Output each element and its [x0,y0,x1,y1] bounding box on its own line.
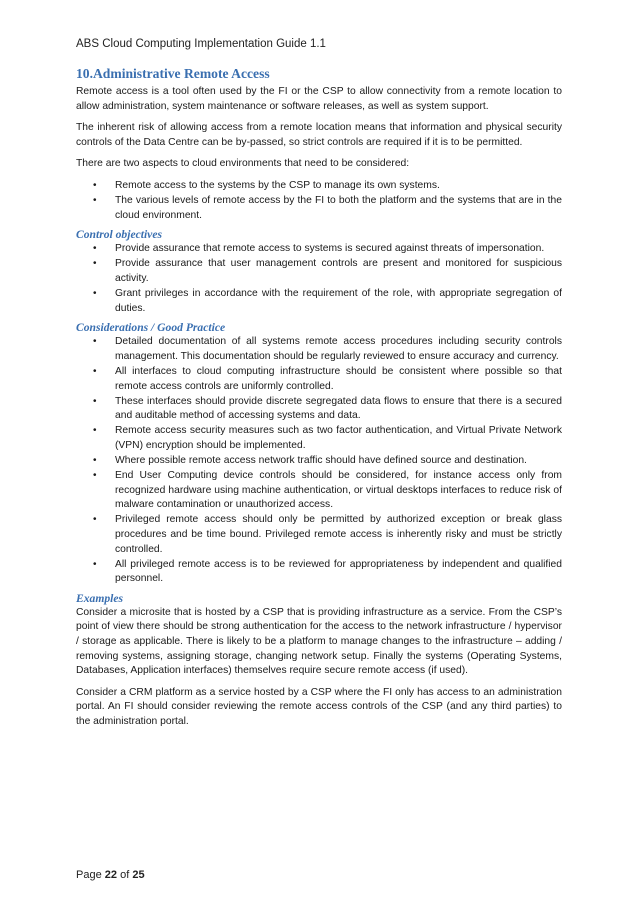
considerations-heading: Considerations / Good Practice [76,321,226,335]
control-objectives-list [76,242,562,316]
list-item: • Privileged remote access should only be permitted by authorized exception or break glass procedures and be time bound. Privileged remote access is inherently risky and must be strictly controlled. [93,514,562,555]
section-heading: 10.Administrative Remote Access [76,66,270,81]
examples-heading: Examples [76,591,124,605]
example-paragraph: Consider a CRM platform as a service hosted by a CSP where the FI only has access to an administration portal. An FI should consider reviewing the remote access controls of the CSP (and any third parties) to the administration portal. [76,686,562,727]
bullet-icon: • [93,243,97,255]
bullet-icon: • [93,179,97,191]
bullet-icon: • [93,470,97,482]
considerations-list [76,335,562,587]
of-label: of [120,869,130,881]
list-item: • Remote access security measures such as two factor authentication, and Virtual Private Network (VPN) encryption should be implemented. [93,425,562,451]
list-item: • All interfaces to cloud computing infrastructure should be consistent where possible so that remote access controls are uniformly controlled. [93,365,562,392]
list-item: • End User Computing device controls should be considered, for instance access only from recognized hardware using machine authentication, or virtual desktops interfaces to reduce risk of malware contamination or unauthorized access. [93,470,562,511]
intro-paragraph: Remote access is a tool often used by the FI or the CSP to allow connectivity from a remote location to allow administration, system maintenance or software releases, as well as system support. [76,86,562,112]
intro-paragraph: The inherent risk of allowing access from a remote location means that information and physical security controls of the Data Centre can be by-passed, so strict controls are required if it is to be permitted. [76,122,562,148]
list-item: • Provide assurance that user management controls are present and monitored for suspicious activity. [93,258,562,284]
intro-paragraph: There are two aspects to cloud environments that need to be considered: [76,158,410,170]
section-content [76,85,562,737]
aspects-list [76,179,562,223]
bullet-icon: • [93,336,97,348]
list-item: • Detailed documentation of all systems remote access procedures including security controls management. This documentation should be regularly reviewed to ensure accuracy and currency. [93,336,562,362]
list-item: • Provide assurance that remote access to systems is secured against threats of impersonation. [76,242,562,257]
bullet-icon: • [93,258,97,270]
example-paragraph: Consider a microsite that is hosted by a CSP that is providing infrastructure as a service. From the CSP’s point of view there should be strong authentication for the access to the network infrastructure / hypervisor / storage as applicable. There is likely to be a platform to manage changes to the infrastructure – adding / removing systems, assigning storage, changing network setup. Finally the systems (Operating Systems, Databases, Application interfaces) themselves require secure remote access (if used). [76,606,562,677]
total-pages: 25 [132,869,145,881]
list-item: • Where possible remote access network traffic should have defined source and destination. [76,454,562,469]
bullet-icon: • [93,365,97,377]
page-label: Page [76,869,102,881]
running-header: ABS Cloud Computing Implementation Guide 1.1 [76,38,326,50]
bullet-icon: • [93,195,97,207]
page-number: 22 [104,869,118,881]
bullet-icon: • [93,454,97,466]
list-item: • Remote access to the systems by the CSP to manage its own systems. [76,179,562,194]
list-item: • Grant privileges in accordance with the requirement of the role, with appropriate segregation of duties. [93,288,562,314]
bullet-icon: • [93,395,97,407]
control-objectives-heading: Control objectives [76,228,162,242]
list-item: • The various levels of remote access by the FI to both the platform and the systems that are in the cloud environment. [93,195,562,221]
list-item: • All privileged remote access is to be reviewed for appropriateness by independent and qualified personnel. [93,558,562,585]
bullet-icon: • [93,288,97,300]
bullet-icon: • [93,514,97,526]
list-item: • These interfaces should provide discrete segregated data flows to ensure that there is a secured and auditable method of accessing systems and data. [93,395,562,422]
page-footer [76,869,145,881]
bullet-icon: • [93,558,97,570]
bullet-icon: • [93,425,97,437]
